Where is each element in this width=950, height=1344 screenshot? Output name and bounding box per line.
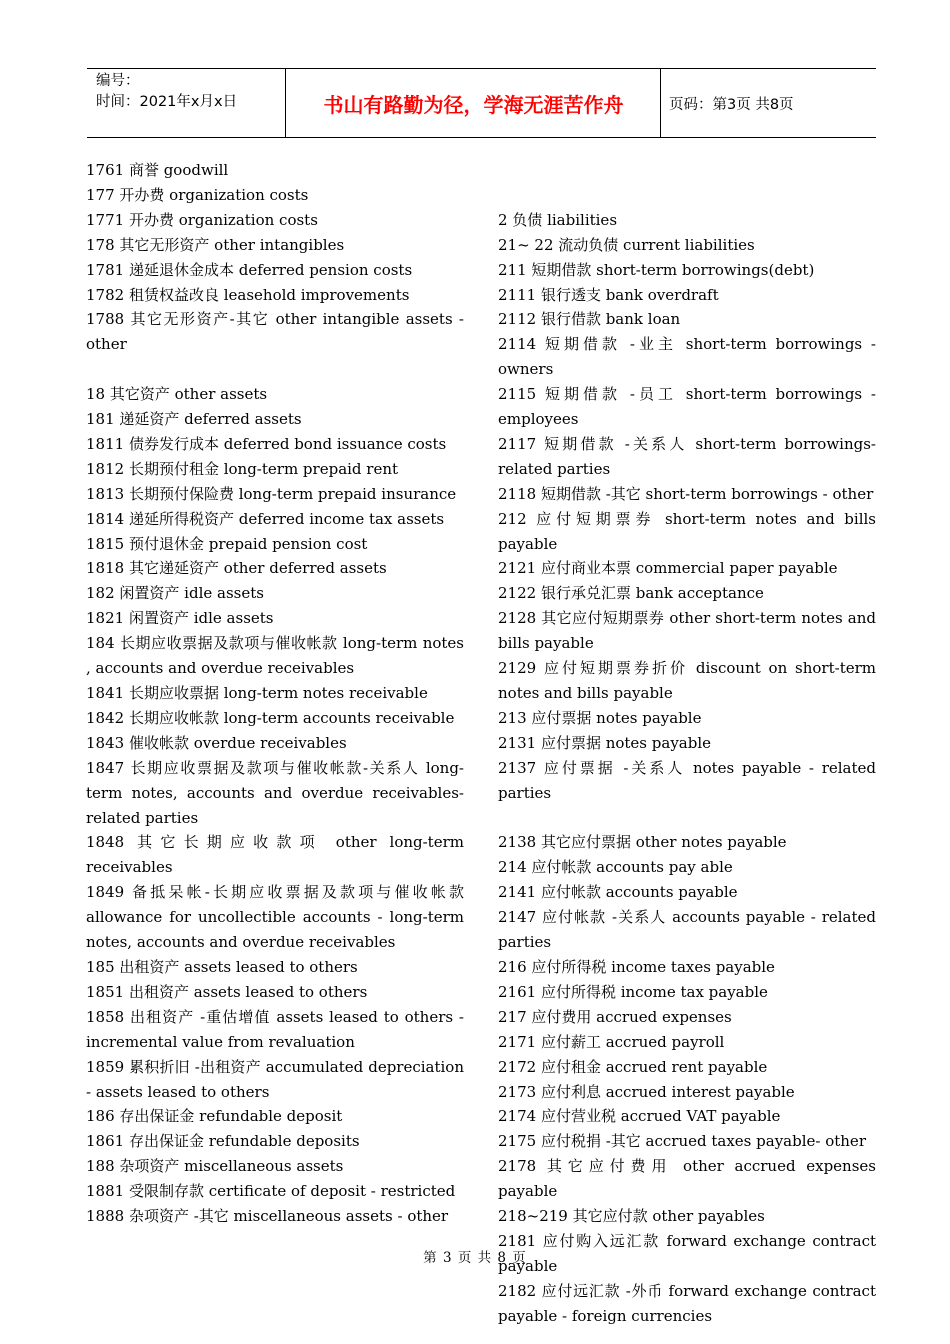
account-entry: 181 递延资产 deferred assets: [86, 410, 302, 429]
right-column: [498, 158, 876, 1329]
account-entry: 2137 应付票据 -关系人 notes payable - related parties: [498, 758, 876, 802]
account-entry: 178 其它无形资产 other intangibles: [86, 235, 345, 254]
account-entry: 1842 长期应收帐款 long-term accounts receivable: [86, 708, 455, 727]
page-info: 页码：第3页 共8页: [669, 96, 794, 113]
account-entry: 1849 备抵呆帐-长期应收票据及款项与催收帐款 allowance for uncollectible accounts - long-term notes, accounts and overdue receivables: [86, 883, 464, 952]
account-entry: 184 长期应收票据及款项与催收帐款 long-term notes , accounts and overdue receivables: [86, 634, 464, 678]
account-entry: 1782 租赁权益改良 leasehold improvements: [86, 285, 410, 304]
account-entry: 1811 债券发行成本 deferred bond issuance costs: [86, 434, 447, 453]
account-entry: 2112 银行借款 bank loan: [498, 310, 681, 329]
account-entry: 1859 累积折旧 -出租资产 accumulated depreciation - assets leased to others: [86, 1057, 464, 1101]
account-entry: 2128 其它应付短期票券 other short-term notes and bills payable: [498, 609, 876, 653]
account-entry: 212 应付短期票券 short-term notes and bills payable: [498, 509, 876, 553]
account-entry: 2115 短期借款 -员工 short-term borrowings - employees: [498, 385, 876, 429]
account-entry: 2174 应付营业税 accrued VAT payable: [498, 1107, 781, 1126]
account-entry: 218~219 其它应付款 other payables: [498, 1207, 765, 1226]
account-entry: 1847 长期应收票据及款项与催收帐款-关系人 long-term notes, accounts and overdue receivables- related parties: [86, 758, 464, 827]
account-entry: 214 应付帐款 accounts pay able: [498, 858, 733, 877]
account-entry: 21~ 22 流动负债 current liabilities: [498, 235, 755, 254]
account-entry: 2114 短期借款 -业主 short-term borrowings - owners: [498, 335, 876, 379]
account-entry: 1858 出租资产 -重估增值 assets leased to others - incremental value from revaluation: [86, 1007, 464, 1051]
account-entry: 1815 预付退休金 prepaid pension cost: [86, 534, 368, 553]
account-entry: 213 应付票据 notes payable: [498, 708, 702, 727]
time-label: 时间：2021年x月x日: [96, 94, 238, 110]
account-entry: 2171 应付薪工 accrued payroll: [498, 1032, 725, 1051]
account-entry: 2175 应付税捐 -其它 accrued taxes payable- other: [498, 1132, 866, 1151]
account-entry: 1888 杂项资产 -其它 miscellaneous assets - other: [86, 1207, 449, 1226]
account-entry: 18 其它资产 other assets: [86, 385, 268, 404]
account-entry: 2117 短期借款 -关系人 short-term borrowings- related parties: [498, 434, 876, 478]
account-entry: 1821 闲置资产 idle assets: [86, 609, 274, 628]
account-entry: 2181 应付购入远汇款 forward exchange contract payable: [498, 1231, 876, 1275]
account-entry: 2173 应付利息 accrued interest payable: [498, 1082, 795, 1101]
account-entry: 2121 应付商业本票 commercial paper payable: [498, 559, 838, 578]
number-label: 编号：: [96, 73, 140, 89]
account-entry: 2111 银行透支 bank overdraft: [498, 285, 719, 304]
account-entry: 2172 应付租金 accrued rent payable: [498, 1057, 768, 1076]
account-entry: 188 杂项资产 miscellaneous assets: [86, 1157, 344, 1176]
account-entry: 1781 递延退休金成本 deferred pension costs: [86, 260, 413, 279]
account-entry: 2161 应付所得税 income tax payable: [498, 982, 768, 1001]
account-entry: 2129 应付短期票券折价 discount on short-term notes and bills payable: [498, 659, 876, 703]
account-entry: 2138 其它应付票据 other notes payable: [498, 833, 787, 852]
account-entry: 2122 银行承兑汇票 bank acceptance: [498, 584, 764, 603]
motto: 书山有路勤为径，学海无涯苦作舟: [287, 69, 661, 137]
account-entry: 1812 长期预付租金 long-term prepaid rent: [86, 459, 399, 478]
account-entry: 1848 其它长期应收款项 other long-term receivables: [86, 833, 464, 877]
account-entry: 1814 递延所得税资产 deferred income tax assets: [86, 509, 445, 528]
page-footer: 第 3 页 共 8 页: [423, 1250, 527, 1266]
blank-line: [86, 357, 464, 382]
account-entry: 1841 长期应收票据 long-term notes receivable: [86, 684, 428, 703]
account-entry: 2131 应付票据 notes payable: [498, 733, 712, 752]
page-header: [87, 68, 876, 138]
account-entry: 2178 其它应付费用 other accrued expenses payable: [498, 1157, 876, 1201]
blank-line: [498, 806, 876, 831]
account-entry: 2 负债 liabilities: [498, 210, 618, 229]
account-entry: 1843 催收帐款 overdue receivables: [86, 733, 347, 752]
account-entry: 2182 应付远汇款 -外币 forward exchange contract payable - foreign currencies: [498, 1281, 876, 1325]
account-entry: 217 应付费用 accrued expenses: [498, 1007, 732, 1026]
account-entry: 2141 应付帐款 accounts payable: [498, 883, 738, 902]
account-entry: 182 闲置资产 idle assets: [86, 584, 264, 603]
account-entry: 211 短期借款 short-term borrowings(debt): [498, 260, 815, 279]
header-meta: [87, 69, 286, 137]
account-entry: 1771 开办费 organization costs: [86, 210, 318, 229]
account-entry: 1788 其它无形资产-其它 other intangible assets - other: [86, 310, 464, 354]
account-entry: 177 开办费 organization costs: [86, 185, 309, 204]
account-entry: 1861 存出保证金 refundable deposits: [86, 1132, 360, 1151]
account-entry: 2147 应付帐款 -关系人 accounts payable - related parties: [498, 908, 876, 952]
left-column: [86, 158, 464, 1229]
account-entry: 2118 短期借款 -其它 short-term borrowings - other: [498, 484, 874, 503]
account-entry: 1813 长期预付保险费 long-term prepaid insurance: [86, 484, 457, 503]
account-entry: 186 存出保证金 refundable deposit: [86, 1107, 343, 1126]
account-entry: 1761 商誉 goodwill: [86, 161, 229, 179]
account-entry: 1881 受限制存款 certificate of deposit - restricted: [86, 1182, 456, 1201]
account-entry: 216 应付所得税 income taxes payable: [498, 957, 775, 976]
account-entry: 1851 出租资产 assets leased to others: [86, 982, 368, 1001]
account-entry: 185 出租资产 assets leased to others: [86, 957, 358, 976]
account-entry: 1818 其它递延资产 other deferred assets: [86, 559, 387, 578]
